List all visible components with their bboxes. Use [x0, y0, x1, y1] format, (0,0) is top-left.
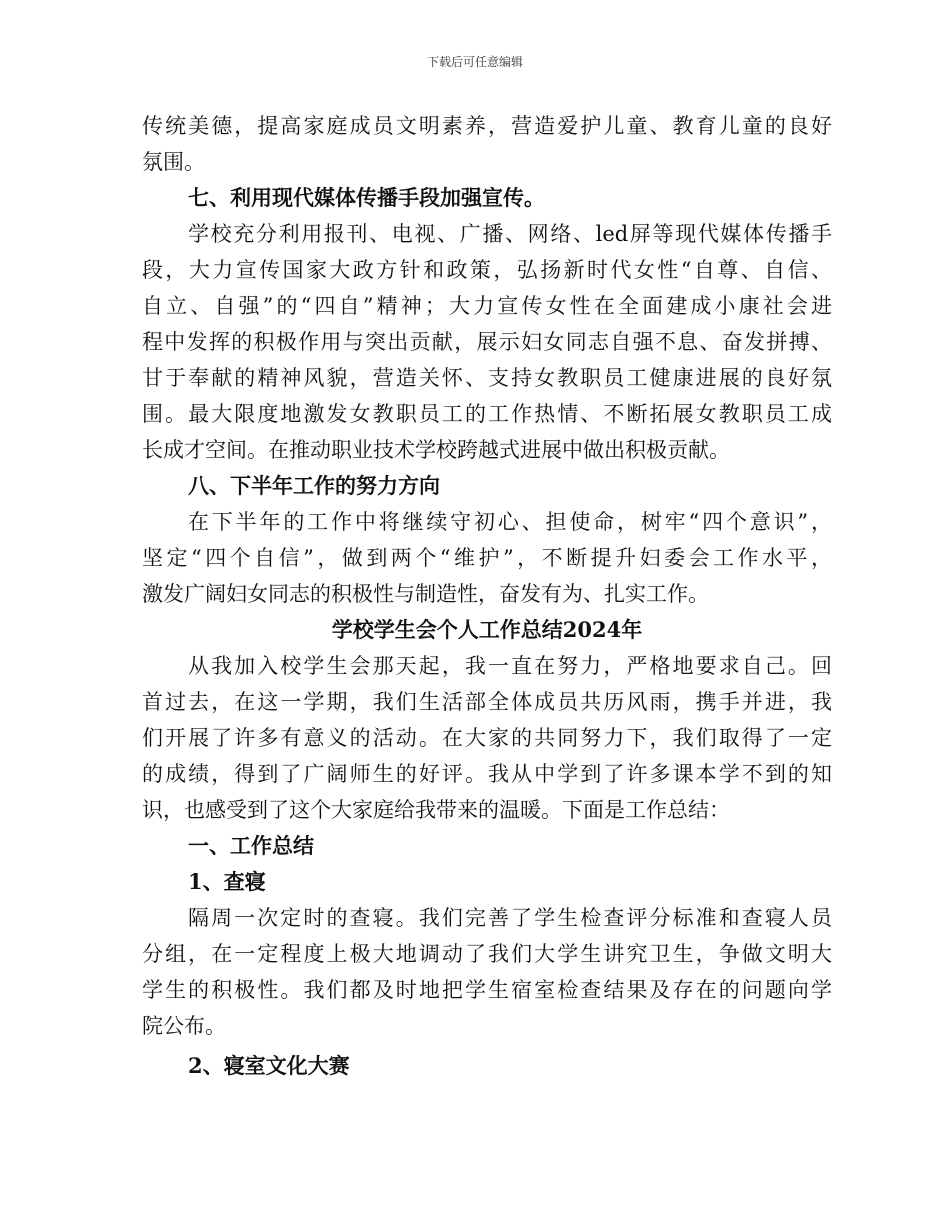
subsection-heading: 2、寝室文化大赛 — [188, 1053, 350, 1078]
paragraph-line: 甘于奉献的精神风貌，营造关怀、支持女教职员工健康进展的良好氛 — [142, 366, 832, 390]
paragraph-line: 院公布。 — [142, 1014, 226, 1038]
paragraph-line: 们开展了许多有意义的活动。在大家的共同努力下，我们取得了一定 — [142, 726, 832, 750]
page-header: 下载后可任意编辑 — [426, 55, 523, 69]
section-heading: 八、下半年工作的努力方向 — [188, 473, 440, 498]
paragraph-line: 坚定“四个自信”，做到两个“维护”，不断提升妇委会工作水平， — [142, 546, 832, 570]
paragraph-line: 首过去，在这一学期，我们生活部全体成员共历风雨，携手并进，我 — [142, 690, 832, 714]
paragraph-line: 从我加入校学生会那天起，我一直在努力，严格地要求自己。回 — [188, 654, 832, 678]
paragraph-line: 隔周一次定时的查寝。我们完善了学生检查评分标准和查寝人员 — [188, 906, 832, 930]
paragraph-line: 学校充分利用报刊、电视、广播、网络、led屏等现代媒体传播手 — [188, 222, 832, 246]
paragraph-line: 自立、自强”的“四自”精神；大力宣传女性在全面建成小康社会进 — [142, 294, 832, 318]
paragraph-line: 在下半年的工作中将继续守初心、担使命，树牢“四个意识”， — [188, 510, 832, 534]
paragraph-line: 氛围。 — [142, 150, 205, 174]
paragraph-line: 传统美德，提高家庭成员文明素养，营造爱护儿童、教育儿童的良好 — [142, 114, 832, 138]
paragraph-line: 段，大力宣传国家大政方针和政策，弘扬新时代女性“自尊、自信、 — [142, 258, 832, 282]
section-heading: 一、工作总结 — [188, 833, 314, 858]
paragraph-line: 学生的积极性。我们都及时地把学生宿室检查结果及存在的问题向学 — [142, 978, 832, 1002]
document-title: 学校学生会个人工作总结2024年 — [331, 617, 643, 642]
section-heading: 七、利用现代媒体传播手段加强宣传。 — [188, 185, 545, 210]
paragraph-line: 的成绩，得到了广阔师生的好评。我从中学到了许多课本学不到的知 — [142, 762, 832, 786]
paragraph-line: 围。最大限度地激发女教职员工的工作热情、不断拓展女教职员工成 — [142, 402, 832, 426]
subsection-heading: 1、查寝 — [188, 869, 266, 894]
paragraph-line: 程中发挥的积极作用与突出贡献，展示妇女同志自强不息、奋发拼搏、 — [142, 330, 832, 354]
paragraph-line: 分组，在一定程度上极大地调动了我们大学生讲究卫生，争做文明大 — [142, 942, 832, 966]
paragraph-line: 识，也感受到了这个大家庭给我带来的温暖。下面是工作总结： — [142, 798, 730, 822]
paragraph-line: 长成才空间。在推动职业技术学校跨越式进展中做出积极贡献。 — [142, 438, 730, 462]
document-body — [142, 108, 832, 1084]
paragraph-line: 激发广阔妇女同志的积极性与制造性，奋发有为、扎实工作。 — [142, 582, 709, 606]
